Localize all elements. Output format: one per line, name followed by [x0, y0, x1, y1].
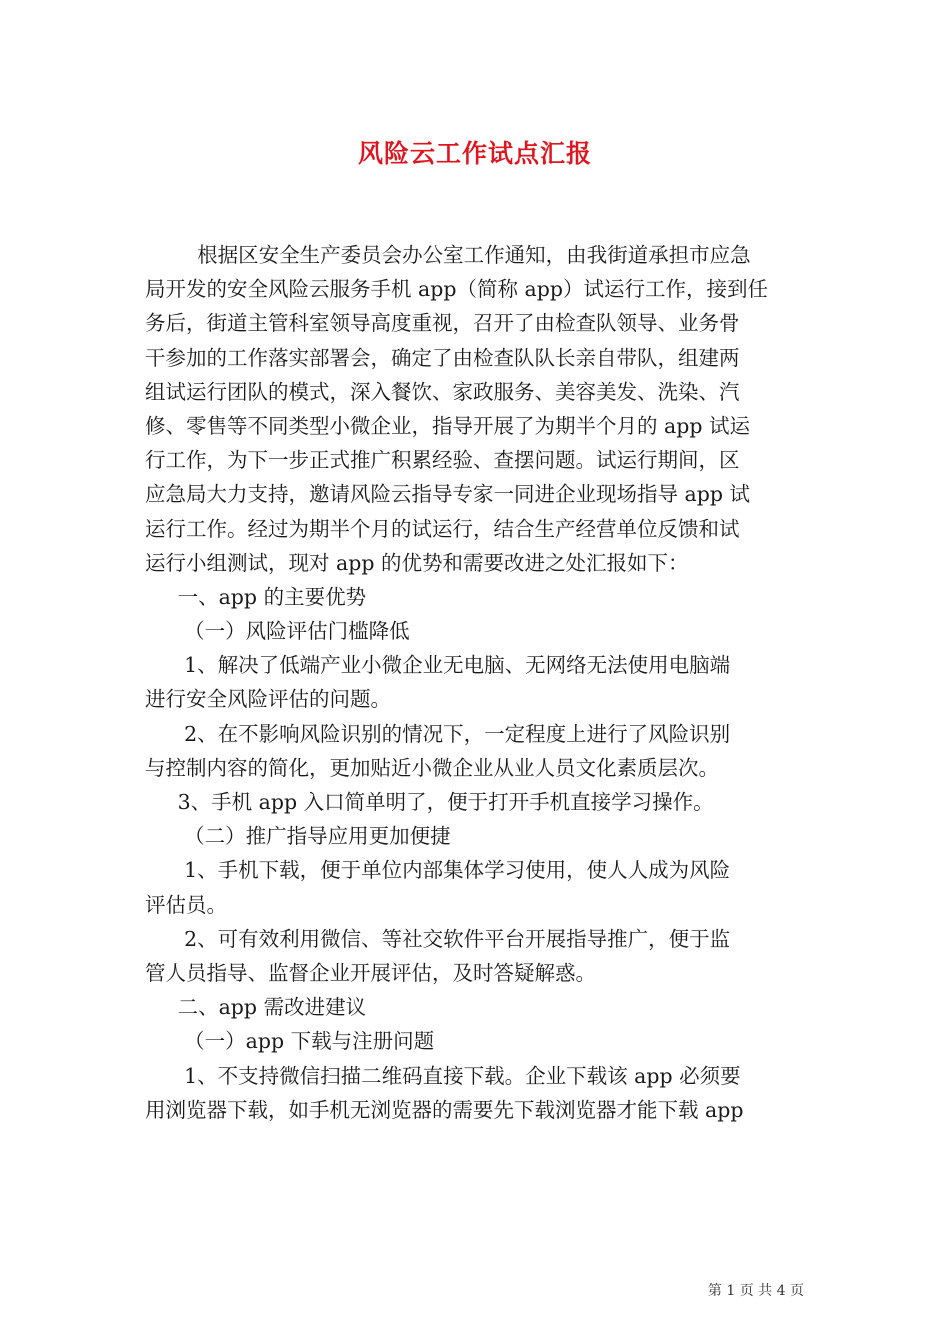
body-line: 运行工作。经过为期半个月的试运行，结合生产经营单位反馈和试 — [145, 516, 740, 541]
body-line: 3、手机 app 入口简单明了，便于打开手机直接学习操作。 — [145, 790, 714, 814]
body-line: 评估员。 — [145, 892, 227, 917]
body-line: 1、手机下载，便于单位内部集体学习使用，使人人成为风险 — [145, 858, 731, 883]
body-line: 务后，街道主管科室领导高度重视，召开了由检查队领导、业务骨 — [145, 311, 740, 336]
subsection-heading: （二）推广指导应用更加便捷 — [145, 824, 451, 849]
body-line: 与控制内容的简化，更加贴近小微企业从业人员文化素质层次。 — [145, 755, 719, 780]
body-line: 2、可有效利用微信、等社交软件平台开展指导推广，便于监 — [145, 926, 731, 951]
body-line: 1、不支持微信扫描二维码直接下载。企业下载该 app 必须要 — [145, 1063, 741, 1088]
subsection-heading: （一）风险评估门槛降低 — [145, 619, 410, 644]
body-line: 进行安全风险评估的问题。 — [145, 687, 391, 712]
body-line: 干参加的工作落实部署会，确定了由检查队队长亲自带队，组建两 — [145, 345, 740, 370]
body-line: 修、零售等不同类型小微企业，指导开展了为期半个月的 app 试运 — [145, 413, 750, 438]
body-line: 局开发的安全风险云服务手机 app（简称 app）试运行工作，接到任 — [145, 277, 768, 302]
body-line: 应急局大力支持，邀请风险云指导专家一同进企业现场指导 app 试 — [145, 482, 750, 507]
document-title: 风险云工作试点汇报 — [357, 139, 592, 168]
subsection-heading: （一）app 下载与注册问题 — [145, 1029, 435, 1054]
document-body — [145, 238, 817, 1127]
body-line: 组试运行团队的模式，深入餐饮、家政服务、美容美发、洗染、汽 — [145, 379, 740, 404]
body-line: 2、在不影响风险识别的情况下，一定程度上进行了风险识别 — [145, 721, 731, 746]
body-line: 根据区安全生产委员会办公室工作通知，由我街道承担市应急 — [145, 243, 751, 267]
body-line: 用浏览器下载，如手机无浏览器的需要先下载浏览器才能下载 app — [145, 1097, 744, 1122]
body-line: 运行小组测试，现对 app 的优势和需要改进之处汇报如下： — [145, 550, 689, 575]
body-line: 1、解决了低端产业小微企业无电脑、无网络无法使用电脑端 — [145, 653, 731, 678]
section-heading: 二、app 需改进建议 — [145, 995, 367, 1020]
body-line: 行工作，为下一步正式推广积累经验、查摆问题。试运行期间，区 — [145, 448, 740, 473]
section-heading: 一、app 的主要优势 — [145, 584, 367, 609]
page-number: 第 1 页 共 4 页 — [707, 1283, 804, 1299]
body-line: 管人员指导、监督企业开展评估，及时答疑解惑。 — [145, 960, 596, 985]
